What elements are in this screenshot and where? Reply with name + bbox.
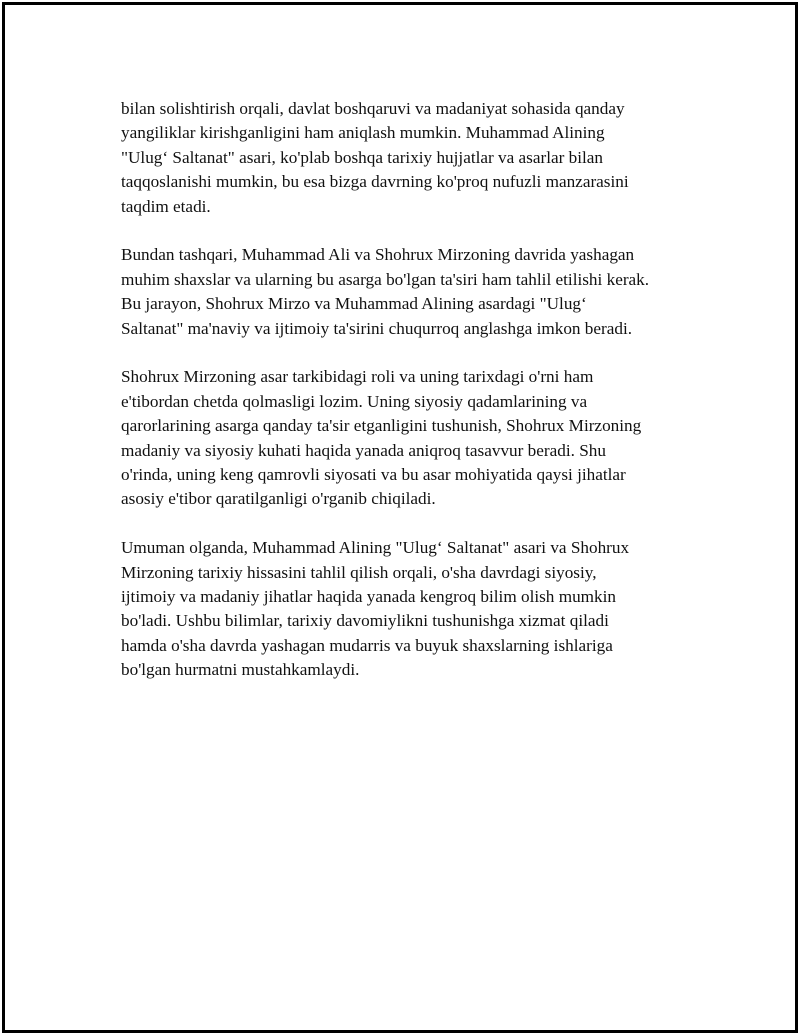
document-body (121, 97, 701, 707)
paragraph-3: Shohrux Mirzoning asar tarkibidagi roli va uning tarixdagi o'rni ham e'tibordan chetda qolmasligi lozim. Uning siyosiy qadamlarining va qarorlarining asarga qanday ta'sir etganligini tushunish, Shohrux Mirzoning madaniy va siyosiy kuhati haqida yanada aniqroq tasavvur beradi. Shu o'rinda, uning keng qamrovli siyosati va bu asar mohiyatida qaysi jihatlar asosiy e'tibor qaratilganligi o'rganib chiqiladi. (121, 367, 642, 509)
paragraph-4: Umuman olganda, Muhammad Alining "Ulug‘ Saltanat" asari va Shohrux Mirzoning tarixiy hissasini tahlil qilish orqali, o'sha davrdagi siyosiy, ijtimoiy va madaniy jihatlar haqida yanada kengroq bilim olish mumkin bo'ladi. Ushbu bilimlar, tarixiy davomiylikni tushunishga xizmat qiladi hamda o'sha davrda yashagan mudarris va buyuk shaxslarning ishlariga bo'lgan hurmatni mustahkamlaydi. (121, 538, 630, 680)
paragraph-1: bilan solishtirish orqali, davlat boshqaruvi va madaniyat sohasida qanday yangiliklar kirishganligini ham aniqlash mumkin. Muhammad Alining "Ulug‘ Saltanat" asari, ko'plab boshqa tarixiy hujjatlar va asarlar bilan taqqoslanishi mumkin, bu esa bizga davrning ko'proq nufuzli manzarasini taqdim etadi. (121, 99, 629, 216)
page-frame (2, 2, 798, 1033)
paragraph-2: Bundan tashqari, Muhammad Ali va Shohrux Mirzoning davrida yashagan muhim shaxslar va ularning bu asarga bo'lgan ta'siri ham tahlil etilishi kerak. Bu jarayon, Shohrux Mirzo va Muhammad Alining asardagi "Ulug‘ Saltanat" ma'naviy va ijtimoiy ta'sirini chuqurroq anglashga imkon beradi. (121, 245, 650, 338)
